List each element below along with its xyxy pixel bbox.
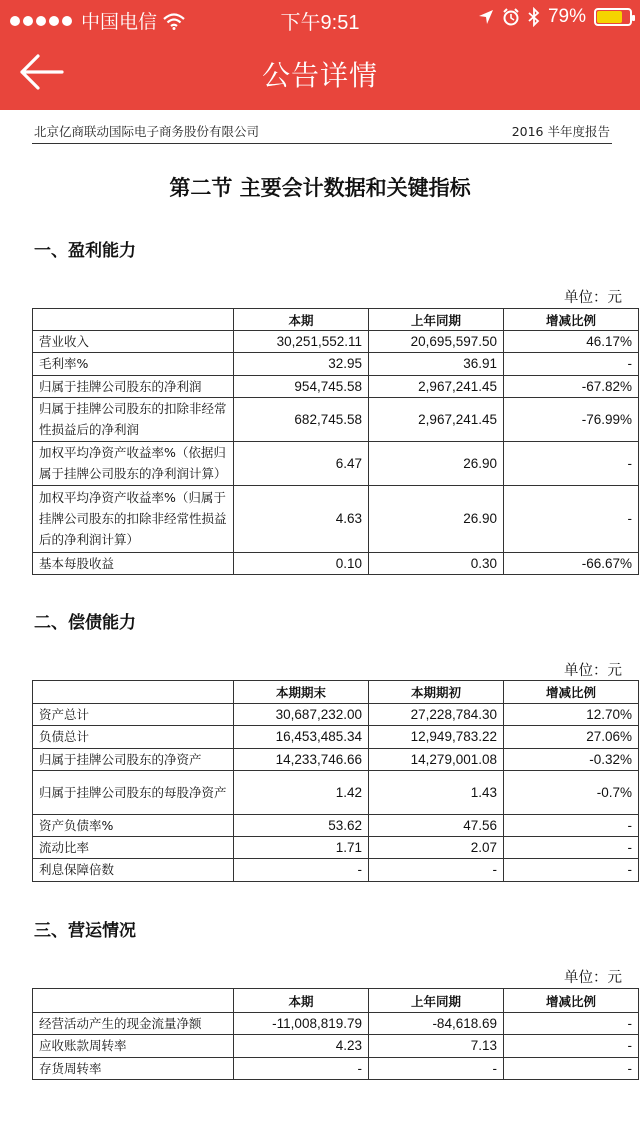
- column-header: [33, 309, 234, 331]
- carrier-name: 中国电信: [81, 12, 158, 33]
- previous-value: 26.90: [369, 441, 504, 485]
- table-row: [33, 837, 639, 859]
- nav-bar: [0, 36, 640, 110]
- column-header: 本期: [234, 989, 369, 1013]
- announcement-document: [0, 110, 640, 1139]
- table-row: [33, 375, 639, 397]
- current-value: 0.10: [234, 552, 369, 574]
- profit-unit: 单位：元: [564, 290, 622, 306]
- previous-value: 2,967,241.45: [369, 375, 504, 397]
- row-label: 归属于挂牌公司股东的净资产: [33, 748, 234, 770]
- change-ratio: -: [504, 353, 639, 375]
- change-ratio: -: [504, 485, 639, 552]
- change-ratio: 46.17%: [504, 331, 639, 353]
- battery-icon: [594, 8, 632, 26]
- change-ratio: -0.7%: [504, 770, 639, 814]
- row-label: 资产总计: [33, 704, 234, 726]
- current-value: 14,233,746.66: [234, 748, 369, 770]
- previous-value: 26.90: [369, 485, 504, 552]
- previous-value: 1.43: [369, 770, 504, 814]
- change-ratio: -76.99%: [504, 397, 639, 441]
- table-row: [33, 1057, 639, 1079]
- column-header: 增减比例: [504, 681, 639, 704]
- table-row: [33, 748, 639, 770]
- status-bar: [0, 0, 640, 36]
- change-ratio: -: [504, 441, 639, 485]
- battery-fill: [597, 11, 622, 23]
- battery-percent: 79%: [547, 6, 586, 27]
- previous-value: 7.13: [369, 1035, 504, 1057]
- row-label: 加权平均净资产收益率%（依据归属于挂牌公司股东的净利润计算）: [33, 441, 234, 485]
- current-value: 53.62: [234, 814, 369, 836]
- previous-value: 27,228,784.30: [369, 704, 504, 726]
- row-label: 毛利率%: [33, 353, 234, 375]
- table-row: [33, 353, 639, 375]
- change-ratio: -: [504, 859, 639, 881]
- previous-value: 2.07: [369, 837, 504, 859]
- change-ratio: -: [504, 814, 639, 836]
- previous-value: 2,967,241.45: [369, 397, 504, 441]
- operations-unit: 单位：元: [564, 970, 622, 986]
- table-row: [33, 1013, 639, 1035]
- status-right: [478, 6, 632, 28]
- previous-value: 0.30: [369, 552, 504, 574]
- row-label: 利息保障倍数: [33, 859, 234, 881]
- change-ratio: 12.70%: [504, 704, 639, 726]
- row-label: 加权平均净资产收益率%（归属于挂牌公司股东的扣除非经常性损益后的净利润计算）: [33, 485, 234, 552]
- column-header: 本期期末: [234, 681, 369, 704]
- previous-value: 36.91: [369, 353, 504, 375]
- current-value: -: [234, 1057, 369, 1079]
- table-row: [33, 331, 639, 353]
- current-value: 682,745.58: [234, 397, 369, 441]
- column-header: 上年同期: [369, 989, 504, 1013]
- change-ratio: 27.06%: [504, 726, 639, 748]
- row-label: 流动比率: [33, 837, 234, 859]
- change-ratio: -: [504, 1035, 639, 1057]
- alarm-icon: [502, 8, 520, 26]
- current-value: -11,008,819.79: [234, 1013, 369, 1035]
- column-header: [33, 989, 234, 1013]
- row-label: 归属于挂牌公司股东的每股净资产: [33, 770, 234, 814]
- row-label: 归属于挂牌公司股东的净利润: [33, 375, 234, 397]
- section-title: 第二节 主要会计数据和关键指标: [169, 176, 471, 200]
- row-label: 存货周转率: [33, 1057, 234, 1079]
- column-header: [33, 681, 234, 704]
- column-header: 本期: [234, 309, 369, 331]
- previous-value: -: [369, 1057, 504, 1079]
- previous-value: 20,695,597.50: [369, 331, 504, 353]
- current-value: 1.71: [234, 837, 369, 859]
- table-row: [33, 814, 639, 836]
- current-value: 30,687,232.00: [234, 704, 369, 726]
- row-label: 归属于挂牌公司股东的扣除非经常性损益后的净利润: [33, 397, 234, 441]
- change-ratio: -: [504, 837, 639, 859]
- previous-value: -84,618.69: [369, 1013, 504, 1035]
- profit-heading: 一、盈利能力: [34, 241, 136, 261]
- current-value: 954,745.58: [234, 375, 369, 397]
- table-row: [33, 726, 639, 748]
- table-row: [33, 1035, 639, 1057]
- column-header: 上年同期: [369, 309, 504, 331]
- row-label: 应收账款周转率: [33, 1035, 234, 1057]
- clock: 下午9:51: [280, 12, 360, 34]
- row-label: 经营活动产生的现金流量净额: [33, 1013, 234, 1035]
- column-header: 增减比例: [504, 309, 639, 331]
- table-row: [33, 859, 639, 881]
- row-label: 资产负债率%: [33, 814, 234, 836]
- table-row: [33, 704, 639, 726]
- company-name: 北京亿商联动国际电子商务股份有限公司: [34, 124, 260, 139]
- current-value: 30,251,552.11: [234, 331, 369, 353]
- report-name: 2016 半年度报告: [511, 124, 610, 139]
- page-title: 公告详情: [261, 59, 378, 92]
- previous-value: 12,949,783.22: [369, 726, 504, 748]
- solvency-heading: 二、偿债能力: [34, 613, 136, 633]
- operations-heading: 三、营运情况: [34, 921, 136, 941]
- table-row: [33, 441, 639, 485]
- previous-value: 14,279,001.08: [369, 748, 504, 770]
- change-ratio: -67.82%: [504, 375, 639, 397]
- profit-table: [32, 308, 639, 575]
- current-value: 1.42: [234, 770, 369, 814]
- change-ratio: -0.32%: [504, 748, 639, 770]
- change-ratio: -: [504, 1013, 639, 1035]
- previous-value: -: [369, 859, 504, 881]
- table-header-row: [33, 681, 639, 704]
- previous-value: 47.56: [369, 814, 504, 836]
- current-value: 4.63: [234, 485, 369, 552]
- table-row: [33, 485, 639, 552]
- change-ratio: -: [504, 1057, 639, 1079]
- column-header: 增减比例: [504, 989, 639, 1013]
- column-header: 本期期初: [369, 681, 504, 704]
- solvency-unit: 单位：元: [564, 663, 622, 679]
- current-value: 6.47: [234, 441, 369, 485]
- table-row: [33, 770, 639, 814]
- table-header-row: [33, 309, 639, 331]
- current-value: 32.95: [234, 353, 369, 375]
- current-value: 4.23: [234, 1035, 369, 1057]
- current-value: 16,453,485.34: [234, 726, 369, 748]
- change-ratio: -66.67%: [504, 552, 639, 574]
- header-divider: [32, 143, 612, 144]
- row-label: 营业收入: [33, 331, 234, 353]
- solvency-table: [32, 680, 639, 882]
- table-row: [33, 552, 639, 574]
- current-value: -: [234, 859, 369, 881]
- bluetooth-icon: [528, 7, 540, 27]
- row-label: 基本每股收益: [33, 552, 234, 574]
- table-row: [33, 397, 639, 441]
- table-header-row: [33, 989, 639, 1013]
- location-arrow-icon: [478, 9, 494, 25]
- operations-table: [32, 988, 639, 1080]
- row-label: 负债总计: [33, 726, 234, 748]
